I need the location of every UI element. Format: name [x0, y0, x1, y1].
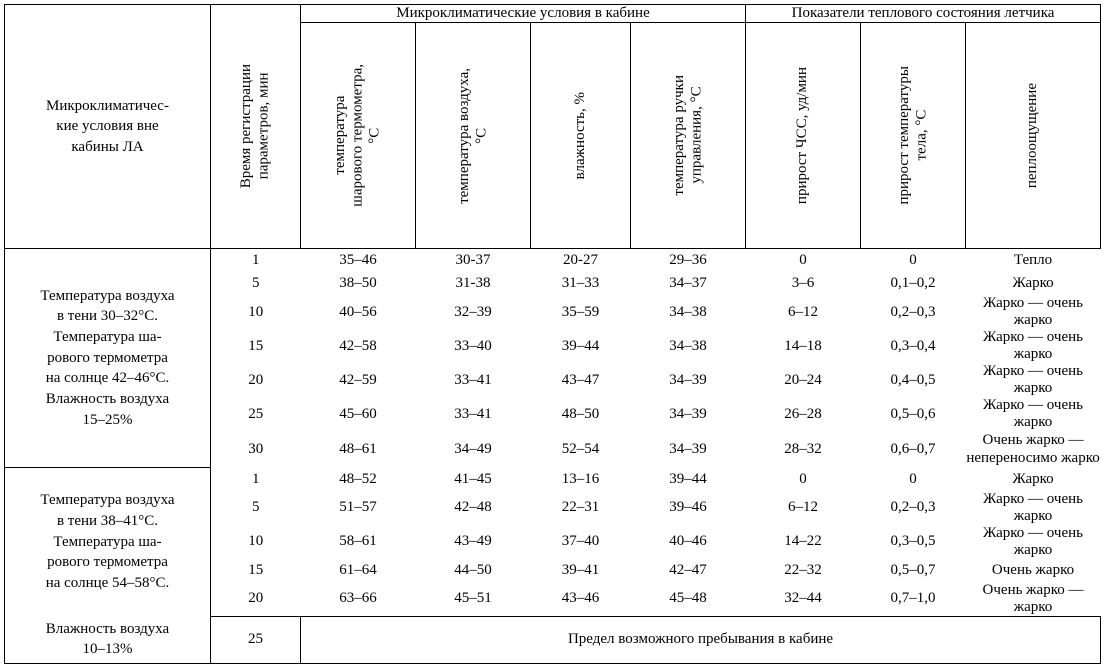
- header-air-temp: [416, 23, 531, 249]
- header-stick-temp-line-2: управления, °С: [688, 86, 704, 185]
- cell-time: 20: [248, 371, 264, 388]
- header-outside-line-3: кабины ЛА: [71, 138, 144, 155]
- cell-stick-temp: 34–39: [669, 371, 707, 388]
- cell-thermal-sensation: Жарко — очень жарко: [983, 295, 1083, 328]
- header-globe-temp-wrap: [301, 23, 415, 248]
- cell-air-temp: 34–49: [454, 440, 492, 457]
- header-group-row: [5, 5, 1101, 23]
- cell-body-temp: 0,1–0,2: [890, 275, 936, 291]
- cell-humidity: 31–33: [561, 275, 600, 291]
- cell-hr-increase: 28–32: [784, 440, 822, 457]
- cell-air-temp: 30-37: [455, 252, 491, 268]
- block-2-line-5: на солнце 54–58°С.: [45, 575, 170, 592]
- cell-globe-temp: 48–52: [339, 470, 377, 487]
- cell-humidity: 39–44: [561, 337, 600, 354]
- block-2-line-2: в тени 38–41°С.: [56, 513, 159, 530]
- cell-hr-increase: 14–22: [784, 533, 822, 550]
- cell-globe-temp: 63–66: [339, 590, 377, 607]
- header-humidity-wrap: [531, 23, 630, 248]
- cell-hr-increase: 0: [799, 470, 807, 487]
- header-globe-temp: [301, 23, 416, 249]
- cell-globe-temp: 48–61: [339, 440, 377, 457]
- cell-stick-temp: 34–37: [669, 275, 707, 291]
- header-hr-increase: [746, 23, 861, 249]
- header-globe-temp-vertical: [332, 58, 384, 213]
- cell-limit-note: Предел возможного пребывания в кабине: [301, 616, 1101, 663]
- cell-hr-increase: 0: [799, 252, 807, 268]
- cell-globe-temp: 38–50: [339, 275, 377, 291]
- cell-thermal-sensation-line-2: непереносимо жарко: [966, 450, 1100, 467]
- header-outside-conditions: [5, 5, 211, 249]
- header-stick-temp-line-1: температура ручки: [670, 75, 687, 196]
- header-group-cabin: Микроклиматические условия в кабине: [301, 5, 746, 23]
- cell-time: 10: [248, 303, 264, 320]
- cell-globe-temp: 42–59: [339, 371, 377, 388]
- header-air-temp-wrap: [416, 23, 530, 248]
- cell-hr-increase: 32–44: [784, 590, 822, 607]
- cell-time: 15: [248, 561, 264, 578]
- cell-air-temp: 44–50: [454, 561, 492, 578]
- cell-stick-temp: 34–39: [669, 440, 707, 457]
- cell-body-temp: 0,4–0,5: [890, 371, 936, 388]
- header-air-temp-vertical: [456, 62, 491, 210]
- block-1-line-2: в тени 30–32°С.: [56, 308, 159, 325]
- cell-thermal-sensation: [966, 431, 1101, 468]
- header-humidity: [531, 23, 631, 249]
- block-1-line-6: Влажность воздуха: [45, 391, 170, 408]
- table-row: [5, 249, 1101, 273]
- cell-time: 5: [252, 499, 260, 516]
- cell-time: 25: [248, 405, 264, 422]
- header-time-vertical: [238, 58, 273, 194]
- cell-globe-temp: 61–64: [339, 561, 377, 578]
- cell-time-limit: 25: [211, 616, 301, 663]
- cell-body-temp: 0,5–0,6: [890, 405, 936, 422]
- block-2-line-1: Температура воздуха: [40, 492, 175, 509]
- cell-humidity: 35–59: [561, 303, 600, 320]
- cell-air-temp: 42–48: [454, 499, 492, 516]
- header-outside-line-2: кие условия вне: [56, 118, 159, 135]
- header-thermal-sensation: [966, 23, 1101, 249]
- cell-time: 5: [252, 275, 260, 291]
- header-body-temp-increase-wrap: [861, 23, 965, 248]
- cell-time: 20: [248, 590, 264, 607]
- cell-air-temp: 33–41: [454, 371, 492, 388]
- header-stick-temp-wrap: [631, 23, 745, 248]
- cell-air-temp: 43–49: [454, 533, 492, 550]
- cell-humidity: 43–47: [561, 371, 600, 388]
- cell-humidity: 43–46: [561, 590, 600, 607]
- cell-air-temp: 45–51: [454, 590, 492, 607]
- cell-thermal-sensation-line-1: Очень жарко —: [982, 432, 1084, 448]
- cell-body-temp: 0,3–0,4: [890, 337, 936, 354]
- climate-table: [4, 4, 1101, 664]
- header-body-temp-line-2: тела, °С: [913, 110, 930, 161]
- cell-stick-temp: 34–39: [669, 405, 707, 422]
- cell-thermal-sensation: Очень жарко: [991, 561, 1075, 578]
- header-thermal-sensation-vertical: пеплоощущение: [1024, 82, 1041, 189]
- cell-thermal-sensation: Жарко — очень жарко: [983, 524, 1083, 558]
- cell-stick-temp: 29–36: [669, 252, 707, 268]
- header-hr-increase-vertical: прирост ЧСС, уд/мин: [794, 66, 811, 205]
- cell-body-temp: 0,2–0,3: [890, 499, 936, 516]
- header-stick-temp: [631, 23, 746, 249]
- header-hr-increase-wrap: [746, 23, 860, 248]
- cell-hr-increase: 3–6: [791, 275, 815, 291]
- header-body-temp-increase-vertical: [896, 60, 931, 211]
- cell-hr-increase: 6–12: [788, 303, 819, 320]
- cell-time: 10: [248, 533, 264, 550]
- cell-stick-temp: 39–46: [669, 499, 707, 516]
- cell-hr-increase: 14–18: [784, 337, 822, 354]
- header-time-wrap: [211, 14, 300, 239]
- block-1-line-4: рового термометра: [47, 349, 168, 366]
- header-time: [211, 5, 301, 249]
- cell-humidity: 37–40: [561, 533, 600, 550]
- cell-humidity: 22–31: [561, 499, 600, 516]
- cell-stick-temp: 34–38: [669, 303, 707, 320]
- cell-globe-temp: 35–46: [339, 252, 377, 268]
- cell-body-temp: 0,5–0,7: [890, 561, 936, 578]
- cell-air-temp: 32–39: [454, 303, 492, 320]
- cell-humidity: 48–50: [561, 405, 600, 422]
- cell-hr-increase: 6–12: [788, 499, 819, 516]
- cell-humidity: 20-27: [563, 252, 598, 268]
- cell-globe-temp: 42–58: [339, 337, 377, 354]
- block-1-line-5: на солнце 42–46°С.: [45, 370, 170, 387]
- cell-stick-temp: 45–48: [669, 590, 707, 607]
- header-globe-temp-line-3: °С: [366, 127, 383, 144]
- header-humidity-vertical: влажность, %: [571, 91, 588, 180]
- block-2-line-6: Влажность воздуха: [45, 620, 170, 637]
- block-2-line-3: Температура ша-: [53, 533, 162, 550]
- cell-air-temp: 31-38: [455, 275, 491, 291]
- block-2-line-4: рового термометра: [47, 554, 168, 571]
- cell-thermal-sensation: Жарко — очень жарко: [983, 329, 1083, 362]
- cell-body-temp: 0: [909, 252, 917, 268]
- cell-stick-temp: 40–46: [669, 533, 707, 550]
- cell-globe-temp: 45–60: [339, 405, 377, 422]
- cell-body-temp: 0: [909, 470, 917, 487]
- cell-globe-temp: 40–56: [339, 303, 377, 320]
- cell-stick-temp: 42–47: [669, 561, 707, 578]
- cell-thermal-sensation: Жарко — очень жарко: [983, 363, 1083, 396]
- cell-hr-increase: 26–28: [784, 405, 822, 422]
- cell-humidity: 13–16: [561, 470, 600, 487]
- block-1-outside-conditions: [5, 249, 211, 468]
- cell-body-temp: 0,2–0,3: [890, 303, 936, 320]
- cell-humidity: 52–54: [561, 440, 600, 457]
- cell-time: 1: [252, 252, 260, 268]
- block-2-outside-conditions-cont: [5, 616, 211, 663]
- header-air-temp-line-2: °С: [473, 127, 489, 144]
- header-time-line-1: Время регистрации: [238, 64, 255, 189]
- cell-body-temp: 0,7–1,0: [890, 590, 936, 607]
- block-2-outside-conditions: [5, 468, 211, 617]
- header-outside-line-1: Микроклиматичес-: [46, 98, 169, 115]
- block-2-line-7: 10–13%: [82, 641, 133, 658]
- cell-hr-increase: 20–24: [784, 371, 822, 388]
- cell-time: 15: [248, 337, 264, 354]
- cell-body-temp: 0,6–0,7: [890, 440, 936, 457]
- cell-time: 30: [248, 440, 264, 457]
- block-1-line-7: 15–25%: [82, 411, 133, 428]
- cell-thermal-sensation: Жарко — очень жарко: [983, 397, 1083, 430]
- cell-body-temp: 0,3–0,5: [890, 533, 936, 550]
- cell-time: 1: [252, 470, 260, 487]
- header-body-temp-increase: [861, 23, 966, 249]
- header-body-temp-line-1: прирост температуры: [895, 66, 912, 205]
- cell-thermal-sensation: Очень жарко — жарко: [982, 581, 1084, 615]
- cell-hr-increase: 22–32: [784, 561, 822, 578]
- cell-air-temp: 33–41: [454, 405, 492, 422]
- header-globe-temp-line-2: шарового термометра,: [349, 64, 366, 207]
- header-time-line-2: параметров, мин: [255, 73, 272, 180]
- header-thermal-sensation-wrap: [966, 23, 1100, 248]
- table-row: [5, 468, 1101, 491]
- cell-air-temp: 33–40: [454, 337, 492, 354]
- cell-thermal-sensation: Тепло: [1013, 252, 1053, 268]
- block-1-line-1: Температура воздуха: [40, 287, 175, 304]
- block-1-line-3: Температура ша-: [53, 329, 162, 346]
- cell-stick-temp: 34–38: [669, 337, 707, 354]
- cell-air-temp: 41–45: [454, 470, 492, 487]
- header-globe-temp-line-1: температура: [332, 95, 349, 176]
- cell-stick-temp: 39–44: [669, 470, 707, 487]
- table-row-limit: [5, 616, 1101, 663]
- header-air-temp-line-1: температура воздуха,: [455, 67, 472, 204]
- cell-thermal-sensation: Жарко: [1012, 275, 1054, 291]
- cell-globe-temp: 58–61: [339, 533, 377, 550]
- header-group-pilot: Показатели теплового состояния летчика: [746, 5, 1101, 23]
- cell-thermal-sensation: Жарко: [1012, 470, 1054, 487]
- cell-thermal-sensation: Жарко — очень жарко: [983, 490, 1083, 524]
- header-stick-temp-vertical: [671, 69, 706, 202]
- cell-globe-temp: 51–57: [339, 499, 377, 516]
- cell-humidity: 39–41: [561, 561, 600, 578]
